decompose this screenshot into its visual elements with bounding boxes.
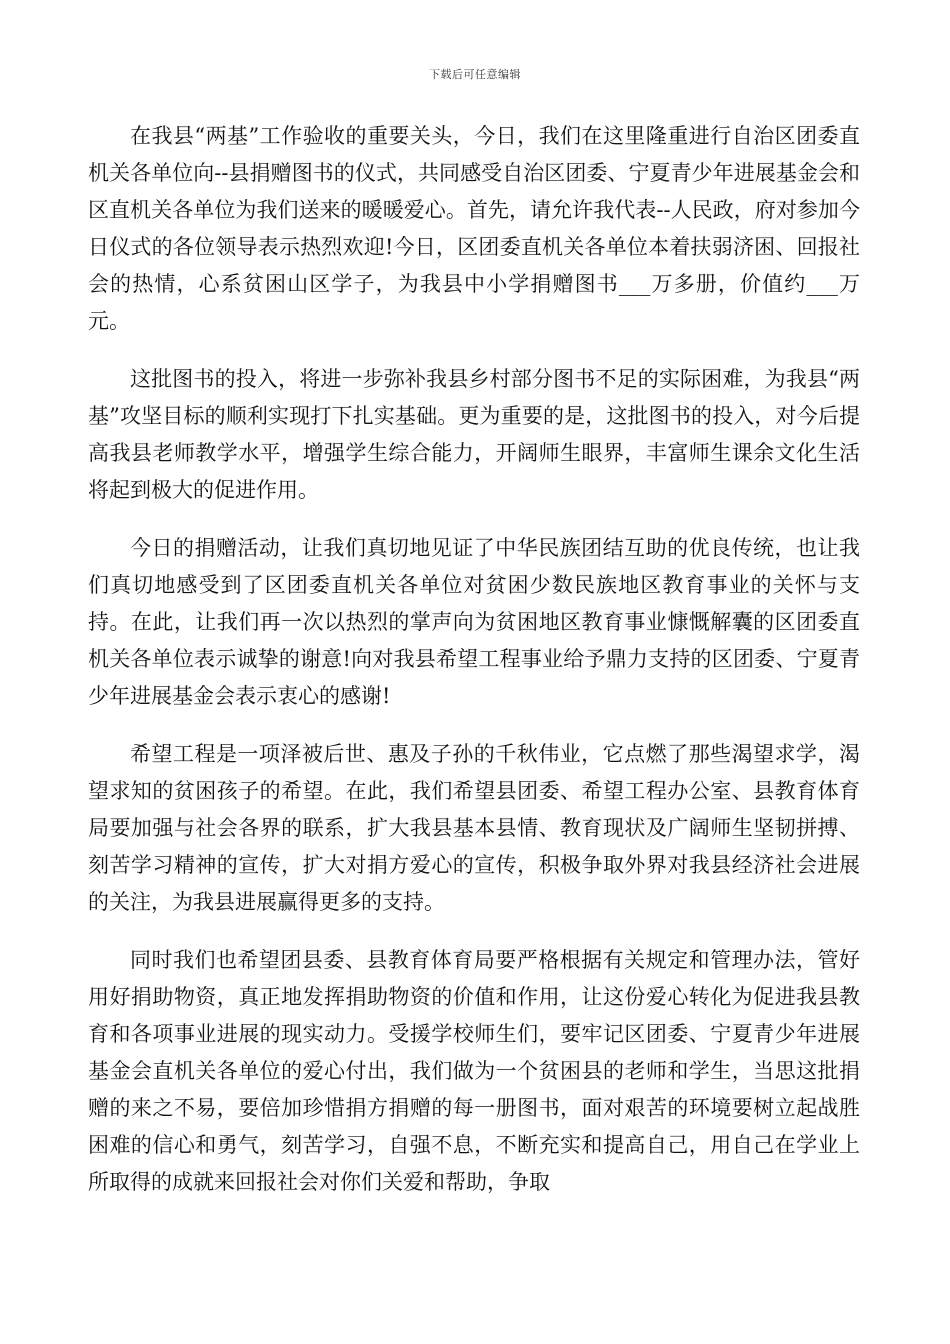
paragraph-1: 在我县“两基”工作验收的重要关头，今日，我们在这里隆重进行自治区团委直机关各单位向--县捐赠图书的仪式，共同感受自治区团委、宁夏青少年进展基金会和区直机关各单位为我们送来的暖暖爱心。首先，请允许我代表--人民政，府对参加今日仪式的各位领导表示热烈欢迎!今日，区团委直机关各单位本着扶弱济困、回报社会的热情，心系贫困山区学子，为我县中小学捐赠图书___万多册，价值约___万元。 (88, 124, 860, 333)
paragraph-3: 今日的捐赠活动，让我们真切地见证了中华民族团结互助的优良传统，也让我们真切地感受到了区团委直机关各单位对贫困少数民族地区教育事业的关怀与支持。在此，让我们再一次以热烈的掌声向为贫困地区教育事业慷慨解囊的区团委直机关各单位表示诚挚的谢意!向对我县希望工程事业给予鼎力支持的区团委、宁夏青少年进展基金会表示衷心的感谢! (88, 536, 860, 708)
paragraph-2: 这批图书的投入，将进一步弥补我县乡村部分图书不足的实际困难，为我县“两基”攻坚目标的顺利实现打下扎实基础。更为重要的是，这批图书的投入，对今后提高我县老师教学水平，增强学生综合能力，开阔师生眼界，丰富师生课余文化生活将起到极大的促进作用。 (88, 367, 860, 502)
document-body (88, 118, 860, 1222)
paragraph-5: 同时我们也希望团县委、县教育体育局要严格根据有关规定和管理办法，管好用好捐助物资，真正地发挥捐助物资的价值和作用，让这份爱心转化为促进我县教育和各项事业进展的现实动力。受援学校师生们，要牢记区团委、宁夏青少年进展基金会直机关各单位的爱心付出，我们做为一个贫困县的老师和学生，当思这批捐赠的来之不易，要倍加珍惜捐方捐赠的每一册图书，面对艰苦的环境要树立起战胜困难的信心和勇气，刻苦学习，自强不息，不断充实和提高自己，用自己在学业上所取得的成就来回报社会对你们关爱和帮助，争取 (88, 948, 860, 1194)
page-header-note: 下载后可任意编辑 (429, 68, 521, 81)
paragraph-4: 希望工程是一项泽被后世、惠及子孙的千秋伟业，它点燃了那些渴望求学，渴望求知的贫困孩子的希望。在此，我们希望县团委、希望工程办公室、县教育体育局要加强与社会各界的联系，扩大我县基本县情、教育现状及广阔师生坚韧拼搏、刻苦学习精神的宣传，扩大对捐方爱心的宣传，积极争取外界对我县经济社会进展的关注，为我县进展赢得更多的支持。 (88, 742, 860, 914)
